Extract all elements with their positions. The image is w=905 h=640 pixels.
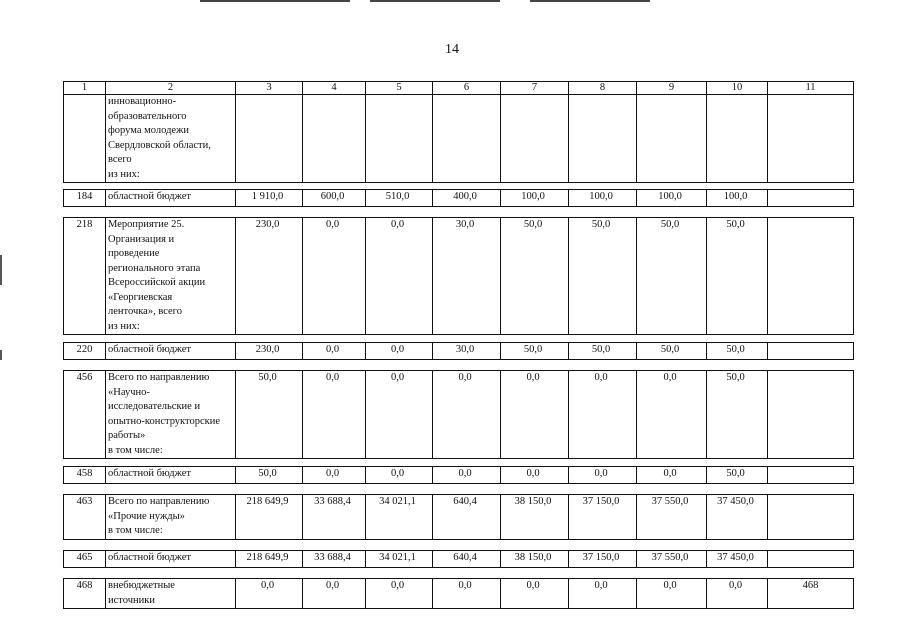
table-row [64,343,854,360]
value-col-7 [501,95,569,183]
row-description: внебюджетные источники [106,579,236,609]
row-description: областной бюджет [106,343,236,360]
value-col-8 [569,95,637,183]
value-col-3: 50,0 [236,467,303,484]
col-11-cell [768,371,854,459]
header-col-5: 5 [366,82,433,95]
value-col-5: 510,0 [366,190,433,207]
value-col-5: 34 021,1 [366,551,433,568]
value-col-9: 37 550,0 [637,551,707,568]
value-col-10: 50,0 [707,218,768,335]
value-col-7: 0,0 [501,579,569,609]
row-number [64,95,106,183]
col-11-cell [768,218,854,335]
value-col-5: 34 021,1 [366,495,433,540]
value-col-9: 0,0 [637,371,707,459]
value-col-4: 0,0 [303,218,366,335]
row-184 [63,189,854,207]
scan-edge-mark [0,255,2,285]
value-col-8: 37 150,0 [569,551,637,568]
value-col-7: 38 150,0 [501,495,569,540]
value-col-5: 0,0 [366,218,433,335]
value-col-3: 50,0 [236,371,303,459]
table-row [64,190,854,207]
value-col-4: 0,0 [303,467,366,484]
value-col-8: 50,0 [569,343,637,360]
value-col-4 [303,95,366,183]
value-col-10: 50,0 [707,371,768,459]
table-row [64,371,854,459]
value-col-5 [366,95,433,183]
row-description: инновационно- образовательного форума молодежи Свердловской области, всего из них: [106,95,236,183]
value-col-6: 400,0 [433,190,501,207]
value-col-6 [433,95,501,183]
header-col-6: 6 [433,82,501,95]
scan-edge-mark [0,350,2,360]
row-number: 456 [64,371,106,459]
value-col-8: 0,0 [569,579,637,609]
value-col-3: 230,0 [236,218,303,335]
row-description: областной бюджет [106,190,236,207]
table-row [64,95,854,183]
scan-top-rule [200,0,350,2]
value-col-4: 0,0 [303,371,366,459]
header-col-8: 8 [569,82,637,95]
value-col-8: 0,0 [569,467,637,484]
header-row [64,82,854,95]
value-col-8: 37 150,0 [569,495,637,540]
value-col-8: 0,0 [569,371,637,459]
value-col-9: 0,0 [637,467,707,484]
value-col-6: 640,4 [433,495,501,540]
row-description: областной бюджет [106,551,236,568]
table-row [64,579,854,609]
value-col-9: 50,0 [637,218,707,335]
page-number: 14 [445,42,459,57]
row-number: 220 [64,343,106,360]
table-row [64,495,854,540]
value-col-3: 218 649,9 [236,551,303,568]
row-description: Всего по направлению «Научно- исследовательские и опытно-конструкторские работы» в том числе: [106,371,236,459]
value-col-3: 218 649,9 [236,495,303,540]
col-11-cell [768,467,854,484]
value-col-10: 0,0 [707,579,768,609]
row-description: Мероприятие 25. Организация и проведение регионального этапа Всероссийской акции «Георгиевская ленточка», всего из них: [106,218,236,335]
value-col-9: 0,0 [637,579,707,609]
row-description: областной бюджет [106,467,236,484]
value-col-10: 50,0 [707,343,768,360]
value-col-9: 37 550,0 [637,495,707,540]
row-continuation [63,94,854,183]
value-col-4: 0,0 [303,579,366,609]
row-number: 468 [64,579,106,609]
table-row [64,218,854,335]
value-col-6: 640,4 [433,551,501,568]
value-col-5: 0,0 [366,579,433,609]
row-number: 458 [64,467,106,484]
value-col-8: 100,0 [569,190,637,207]
row-465 [63,550,854,568]
scan-top-rule [370,0,500,2]
row-458 [63,466,854,484]
header-col-10: 10 [707,82,768,95]
value-col-10: 37 450,0 [707,495,768,540]
value-col-9: 50,0 [637,343,707,360]
row-463 [63,494,854,540]
value-col-10: 37 450,0 [707,551,768,568]
col-11-cell: 468 [768,579,854,609]
table-row [64,467,854,484]
row-218 [63,217,854,335]
row-description: Всего по направлению «Прочие нужды» в том числе: [106,495,236,540]
value-col-7: 0,0 [501,467,569,484]
row-number: 218 [64,218,106,335]
header-col-11: 11 [768,82,854,95]
value-col-9: 100,0 [637,190,707,207]
value-col-10 [707,95,768,183]
row-456 [63,370,854,459]
col-11-cell [768,95,854,183]
value-col-5: 0,0 [366,371,433,459]
value-col-6: 0,0 [433,467,501,484]
value-col-7: 50,0 [501,218,569,335]
value-col-6: 0,0 [433,579,501,609]
value-col-7: 0,0 [501,371,569,459]
value-col-7: 38 150,0 [501,551,569,568]
value-col-3: 230,0 [236,343,303,360]
col-11-cell [768,495,854,540]
value-col-6: 0,0 [433,371,501,459]
header-col-9: 9 [637,82,707,95]
header-col-3: 3 [236,82,303,95]
col-11-cell [768,551,854,568]
col-11-cell [768,190,854,207]
value-col-9 [637,95,707,183]
value-col-4: 0,0 [303,343,366,360]
header-col-4: 4 [303,82,366,95]
header-col-1: 1 [64,82,106,95]
value-col-4: 33 688,4 [303,551,366,568]
row-468 [63,578,854,609]
value-col-10: 100,0 [707,190,768,207]
value-col-6: 30,0 [433,343,501,360]
value-col-6: 30,0 [433,218,501,335]
value-col-3 [236,95,303,183]
scan-top-rule [530,0,650,2]
value-col-8: 50,0 [569,218,637,335]
row-number: 463 [64,495,106,540]
header-col-7: 7 [501,82,569,95]
value-col-10: 50,0 [707,467,768,484]
value-col-4: 33 688,4 [303,495,366,540]
value-col-4: 600,0 [303,190,366,207]
value-col-3: 1 910,0 [236,190,303,207]
row-number: 184 [64,190,106,207]
col-11-cell [768,343,854,360]
row-220 [63,342,854,360]
value-col-5: 0,0 [366,343,433,360]
value-col-5: 0,0 [366,467,433,484]
table-header [63,81,854,95]
header-col-2: 2 [106,82,236,95]
value-col-7: 50,0 [501,343,569,360]
table-row [64,551,854,568]
value-col-3: 0,0 [236,579,303,609]
row-number: 465 [64,551,106,568]
value-col-7: 100,0 [501,190,569,207]
